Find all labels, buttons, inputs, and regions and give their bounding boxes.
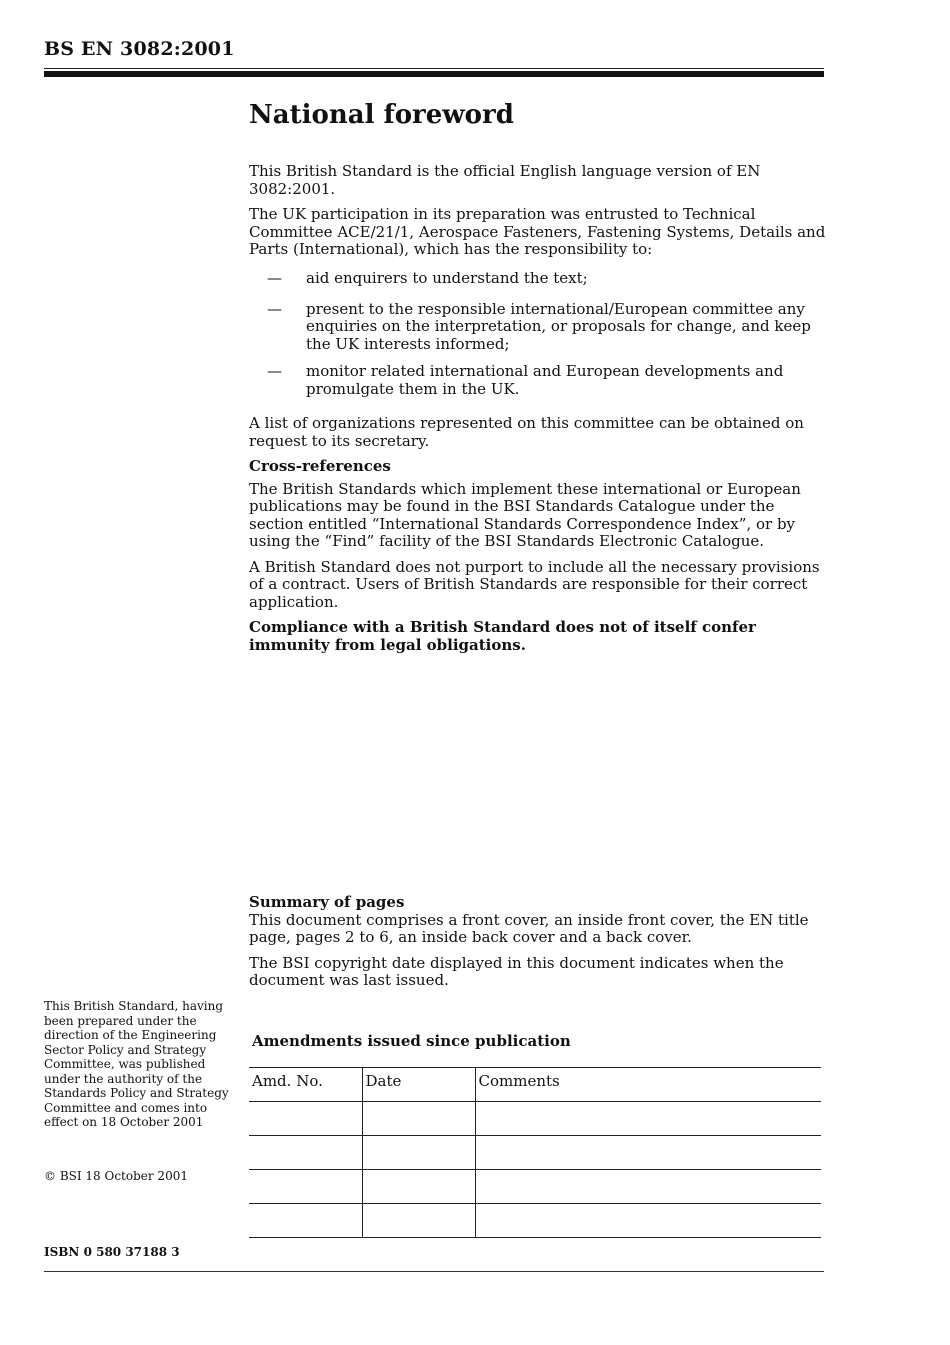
footer-rule (44, 1271, 824, 1272)
summary-section (249, 894, 829, 998)
table-row (249, 1136, 821, 1170)
copyright-date-note: The BSI copyright date displayed in this document indicates when the document was last issued. (249, 953, 784, 989)
table-header-row (249, 1068, 821, 1102)
list-item-text: aid enquirers to understand the text; (306, 269, 588, 287)
column-header-date: Date (362, 1068, 475, 1102)
document-id: BS EN 3082:2001 (44, 38, 235, 60)
table-cell (475, 1170, 821, 1204)
responsibility-list (249, 270, 829, 408)
amendments-heading: Amendments issued since publication (252, 1032, 571, 1050)
table-cell (362, 1102, 475, 1136)
intro-paragraph-1: This British Standard is the official English language version of EN 3082:2001. (249, 162, 761, 198)
dash-marker: — (267, 362, 282, 380)
list-item (249, 363, 829, 398)
intro-paragraph-2: The UK participation in its preparation was entrusted to Technical Committee ACE/21/1, Aerospace Fasteners, Fastening Systems, Details and Parts (International), which has the responsibility to: (249, 205, 826, 258)
contract-note: A British Standard does not purport to include all the necessary provisions of a contract. Users of British Standards are responsible for their correct application. (249, 557, 820, 611)
cross-references-text: The British Standards which implement these international or European publications may be found in the BSI Standards Catalogue under the section entitled “International Standards Correspondence Index”, or by using the “Find” facility of the BSI Standards Electronic Catalogue. (249, 479, 801, 550)
table-cell (362, 1204, 475, 1238)
list-item-text: present to the responsible international/European committee any enquiries on the interpretation, or proposals for change, and keep the UK interests informed; (306, 299, 811, 353)
copyright-notice: © BSI 18 October 2001 (44, 1169, 188, 1183)
summary-text: This document comprises a front cover, an inside front cover, the EN title page, pages 2 to 6, an inside back cover and a back cover. (249, 910, 809, 946)
isbn: ISBN 0 580 37188 3 (44, 1245, 180, 1259)
table-cell (362, 1136, 475, 1170)
intro-section (249, 163, 829, 267)
table-row (249, 1102, 821, 1136)
table-row (249, 1170, 821, 1204)
table-cell (475, 1136, 821, 1170)
table-cell (362, 1170, 475, 1204)
publication-note: This British Standard, having been prepared under the direction of the Engineering Sector Policy and Strategy Committee, was published under the authority of the Standards Policy and Strategy Committee and comes into effect on 18 October 2001 (44, 999, 229, 1129)
cross-references-heading: Cross-references (249, 457, 391, 475)
header-rule-thin (44, 68, 824, 69)
column-header-comments: Comments (475, 1068, 821, 1102)
notes-section (249, 415, 829, 662)
header-rule-thick (44, 71, 824, 77)
table-cell (249, 1204, 362, 1238)
column-header-amd-no: Amd. No. (249, 1068, 362, 1102)
table-cell (249, 1170, 362, 1204)
summary-heading: Summary of pages (249, 893, 405, 911)
table-cell (475, 1204, 821, 1238)
dash-marker: — (267, 269, 282, 287)
amendments-table (249, 1067, 821, 1238)
list-item (249, 301, 829, 354)
table-cell (249, 1136, 362, 1170)
list-item-text: monitor related international and European developments and promulgate them in the UK. (306, 362, 784, 398)
page-title: National foreword (249, 100, 514, 130)
table-cell (475, 1102, 821, 1136)
table-cell (249, 1102, 362, 1136)
table-row (249, 1204, 821, 1238)
list-item (249, 270, 829, 288)
committee-note: A list of organizations represented on this committee can be obtained on request to its secretary. (249, 414, 804, 450)
compliance-note: Compliance with a British Standard does not of itself confer immunity from legal obligations. (249, 618, 756, 654)
dash-marker: — (267, 299, 282, 318)
